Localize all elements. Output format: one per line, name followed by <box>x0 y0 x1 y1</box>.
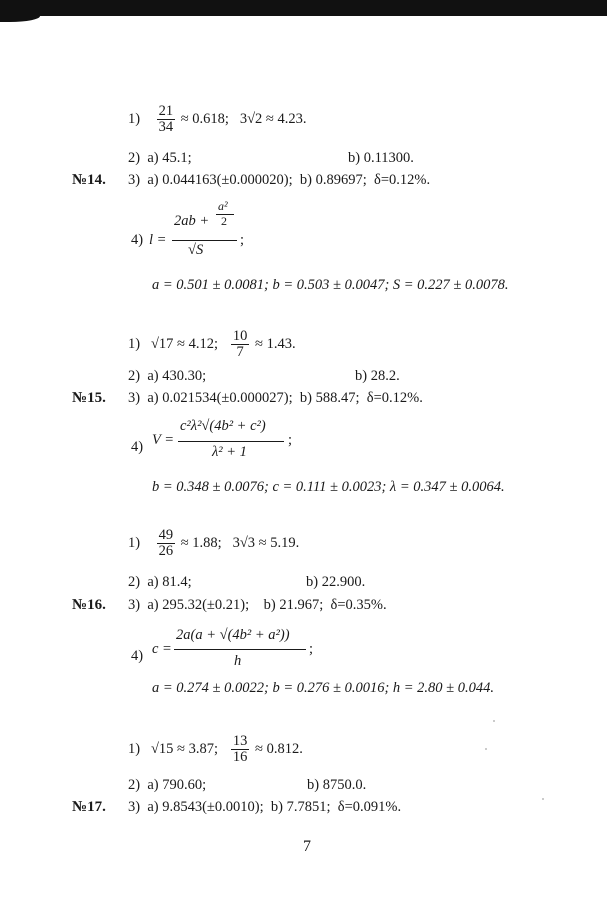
p14-fraction: $\frac{21}{34}$ <box>158 103 174 136</box>
p14-formula-lhs: l = <box>149 232 167 248</box>
p14-number: №14. <box>72 172 106 188</box>
p16-formula-tail: ; <box>309 641 314 657</box>
p15-line5: b = 0.348 ± 0.0076; c = 0.111 ± 0.0023; λ = 0.347 ± 0.0064. <box>152 479 505 495</box>
p16-line3: 3) a) 295.32(±0.21); b) 21.967; δ=0.35%. <box>128 597 387 613</box>
scan-speck <box>542 798 544 800</box>
p16-line2: 2) a) 81.4; <box>128 574 192 590</box>
scan-speck <box>493 720 495 722</box>
p15-formula-numerator: c²λ²√(4b² + c²) <box>180 418 266 434</box>
p17-line1: 1) √15 ≈ 3.87; $\frac{13}{16}$ ≈ 0.812. <box>128 733 303 766</box>
p15-formula-tail: ; <box>288 432 293 448</box>
p14-formula-numerator: 2ab + <box>174 213 210 229</box>
top-scan-border <box>0 0 607 16</box>
p14-line1: 1) $\frac{21}{34}$ ≈ 0.618; 3√2 ≈ 4.23. <box>128 103 307 136</box>
p14-formula-denominator: √S <box>188 242 204 258</box>
p15-line3: 3) a) 0.021534(±0.000027); b) 588.47; δ=0.12%. <box>128 390 423 406</box>
p16-fraction: $\frac{49}{26}$ <box>158 527 174 560</box>
p15-line4-label: 4) <box>131 439 144 455</box>
p14-formula-bar <box>172 240 237 241</box>
p17-fraction: $\frac{13}{16}$ <box>232 733 248 766</box>
p16-formula-numerator: 2a(a + √(4b² + a²)) <box>176 627 290 643</box>
p14-line5: a = 0.501 ± 0.0081; b = 0.503 ± 0.0047; S = 0.227 ± 0.0078. <box>152 277 509 293</box>
p15-line1: 1) √17 ≈ 4.12; $\frac{10}{7}$ ≈ 1.43. <box>128 328 296 361</box>
p16-line5: a = 0.274 ± 0.0022; b = 0.276 ± 0.0016; h = 2.80 ± 0.044. <box>152 680 495 696</box>
page-number: 7 <box>303 838 311 855</box>
p15-line2: 2) a) 430.30; <box>128 368 207 384</box>
p16-line1: 1) $\frac{49}{26}$ ≈ 1.88; 3√3 ≈ 5.19. <box>128 527 300 560</box>
p15-line2-b: b) 28.2. <box>355 368 400 384</box>
p16-line4-label: 4) <box>131 648 144 664</box>
p14-line3: 3) a) 0.044163(±0.000020); b) 0.89697; δ=0.12%. <box>128 172 431 188</box>
p17-line2: 2) a) 790.60; <box>128 777 207 793</box>
p14-line2-b: b) 0.11300. <box>348 150 414 166</box>
p16-line2-b: b) 22.900. <box>306 574 366 590</box>
p17-line3: 3) a) 9.8543(±0.0010); b) 7.7851; δ=0.091%. <box>128 799 402 815</box>
p17-number: №17. <box>72 799 106 815</box>
p16-formula-denominator: h <box>234 653 242 669</box>
p17-line2-b: b) 8750.0. <box>307 777 367 793</box>
p14-formula-tail: ; <box>240 232 245 248</box>
p15-fraction: $\frac{10}{7}$ <box>232 328 248 361</box>
p16-formula-lhs: c = <box>152 641 172 657</box>
p15-number: №15. <box>72 390 106 406</box>
p14-formula-sup-den: 2 <box>221 214 227 228</box>
p16-formula-bar <box>174 649 306 650</box>
p14-line4-label: 4) <box>131 232 144 248</box>
top-scan-border-edge <box>0 16 40 22</box>
p15-formula-denominator: λ² + 1 <box>212 444 247 460</box>
p14-formula-sup-num: a² <box>218 199 228 213</box>
p14-line2: 2) a) 45.1; <box>128 150 192 166</box>
scan-speck <box>485 748 487 750</box>
p15-formula-bar <box>178 441 284 442</box>
p16-number: №16. <box>72 597 106 613</box>
p15-formula-lhs: V = <box>152 432 175 448</box>
